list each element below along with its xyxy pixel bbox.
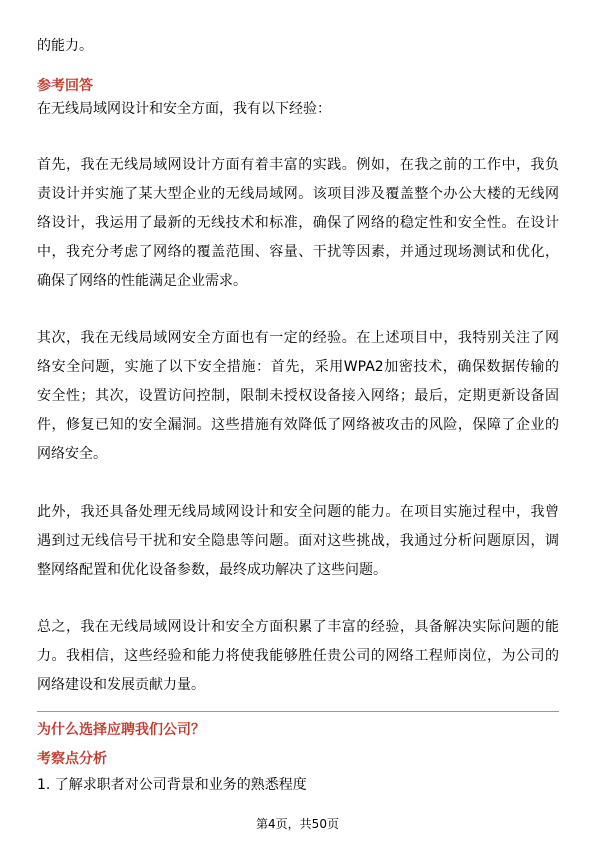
text-line: 中，我充分考虑了网络的覆盖范围、容量、干扰等因素，并通过现场测试和优化，	[37, 244, 559, 260]
text-line: 在无线局域网设计和安全方面，我有以下经验：	[37, 101, 331, 117]
list-item: 1. 了解求职者对公司背景和业务的熟悉程度	[37, 777, 307, 793]
text-line: 网络建设和发展贡献力量。	[37, 677, 205, 693]
text-line: 确保了网络的性能满足企业需求。	[37, 273, 247, 289]
text-line: 安全性；其次，设置访问控制，限制未授权设备接入网络；最后，定期更新设备固	[37, 388, 559, 404]
text-line: 其次，我在无线局域网安全方面也有一定的经验。在上述项目中，我特别关注了网	[37, 330, 559, 346]
text-line: 络设计，我运用了最新的无线技术和标准，确保了网络的稳定性和安全性。在设计	[37, 215, 559, 231]
text-line: 首先，我在无线局域网设计方面有着丰富的实践。例如，在我之前的工作中，我负	[37, 157, 559, 173]
text-line: 遇到过无线信号干扰和安全隐患等问题。面对这些挑战，我通过分析问题原因，调	[37, 533, 559, 549]
text-line: 整网络配置和优化设备参数，最终成功解决了这些问题。	[37, 562, 387, 578]
question-heading: 为什么选择应聘我们公司？	[37, 722, 205, 738]
page-number: 第4页，共50页	[256, 817, 339, 831]
divider	[37, 711, 559, 712]
section-heading-answer: 参考回答	[37, 78, 93, 94]
text-line: 总之，我在无线局域网设计和安全方面积累了丰富的经验，具备解决实际问题的能	[37, 619, 559, 635]
text-line: 络安全问题，实施了以下安全措施：首先，采用WPA2加密技术，确保数据传输的	[37, 359, 559, 375]
section-heading-analysis: 考察点分析	[37, 751, 107, 767]
text-line: 力。我相信，这些经验和能力将使我能够胜任贵公司的网络工程师岗位，为公司的	[37, 648, 559, 664]
text-line: 网络安全。	[37, 446, 107, 462]
text-line: 责设计并实施了某大型企业的无线局域网。该项目涉及覆盖整个办公大楼的无线网	[37, 186, 559, 202]
text-line: 的能力。	[37, 38, 93, 54]
text-line: 此外，我还具备处理无线局域网设计和安全问题的能力。在项目实施过程中，我曾	[37, 504, 559, 520]
text-line: 件，修复已知的安全漏洞。这些措施有效降低了网络被攻击的风险，保障了企业的	[37, 417, 559, 433]
